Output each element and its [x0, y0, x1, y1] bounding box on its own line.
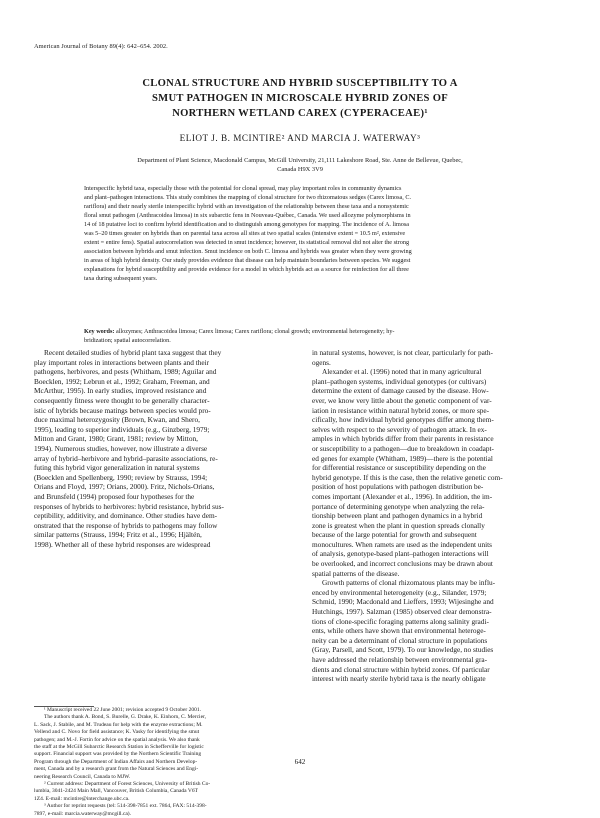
abstract: [84, 184, 518, 283]
body-line: hybrid genotype. If this is the case, then the relative genetic com-: [312, 472, 503, 482]
body-line: (Boecklen and Spellenberg, 1990; review by Strauss, 1994;: [34, 472, 208, 482]
body-line: plant–pathogen systems, individual genotypes (or cultivars): [312, 376, 487, 386]
body-line: be overlooked, and incorrect conclusions may be drawn about: [312, 559, 493, 569]
page-number: 642: [294, 758, 306, 766]
keywords-label: Key words:: [84, 328, 115, 335]
body-line: array of hybrid–herbivore and hybrid–parasite associations, re-: [34, 453, 218, 463]
body-line: (Gray, Parsell, and Scott, 1979). To our knowledge, no studies: [312, 645, 494, 655]
body-line: 1995), leading to superior individuals (e.g., Ginzberg, 1979;: [34, 424, 210, 434]
footnote-line: ³ Author for reprint requests (tel: 514-398-7851 ext. 7864, FAX: 514-398-: [44, 803, 207, 810]
abstract-line: 14 of 18 putative loci to confirm hybrid identification and to distinguish among genotypes for mapping. The incidence of A. limosa: [84, 221, 410, 228]
body-line: or susceptibility to a pathogen—due to breakdown in coadapt-: [312, 443, 494, 453]
body-line: in natural systems, however, is not clear, particularly for path-: [312, 348, 493, 357]
footnote-line: the staff at the McGill Subarctic Research Station in Schefferville for logistic: [34, 744, 204, 751]
keywords-line-1: allozymes; Anthracoidea limosa; Carex limosa; Carex rariflora; clonal growth; environmental heterogeneity; hy-: [115, 328, 395, 335]
body-line: tions of clone-specific foraging patterns along salinity gradi-: [312, 616, 489, 626]
body-line: amples in which hybrids differ from their parents in resistance: [312, 434, 494, 444]
body-line: ents, while others have shown that environmental heteroge-: [312, 626, 486, 636]
footnote-line: pathogen; and M.-J. Fortin for advice on the spatial analysis. We also thank: [34, 736, 200, 743]
body-line: neity can be a determinant of clonal structure in populations: [312, 635, 488, 645]
abstract-line: extent = entire fens). Spatial autocorrelation was detected in smut incidence; however, its statistical removal did not alter the strong: [84, 239, 410, 246]
body-line: Hutchings, 1997). Salzman (1985) observed clear demonstra-: [312, 607, 492, 617]
footnote-line: ment, Canada and by a research grant from the Natural Sciences and Engi-: [34, 766, 199, 773]
body-line: and Brunsfeld (1994) proposed four hypotheses for the: [34, 491, 195, 501]
body-line: iation in resistance within natural hybrid zones, or more spe-: [312, 405, 490, 415]
body-line: Mitton and Grant, 1980; Grant, 1981; review by Mitton,: [34, 434, 198, 444]
abstract-line: taxa during subsequent years.: [84, 275, 158, 282]
abstract-line: in areas of high hybrid density. Our study provides evidence that disease can help maintain boundaries between species. We suggest: [84, 257, 411, 264]
footnote-line: The authors thank A. Bond, S. Burelle, G. Drake, K. Einhorn, C. Mercier,: [44, 714, 206, 721]
body-line: Growth patterns of clonal rhizomatous plants may be influ-: [322, 578, 496, 588]
body-line: dients and clonal structure within hybrid zones. Of particular: [312, 664, 490, 674]
abstract-line: association between hybrids and smut infection. Smut incidence on both C. limosa and hybrids was greater when they were growing: [84, 248, 412, 255]
body-line: Schmid, 1990; Macdonald and Lieffers, 1993; Wijesinghe and: [312, 597, 494, 607]
body-line: 1994). Numerous studies, however, now illustrate a diverse: [34, 443, 208, 453]
footnote-line: support. Financial support was provided by the Northern Scientific Training: [34, 751, 202, 758]
affiliation-line-2: Canada H9X 3V9: [277, 166, 323, 174]
body-line: Orians and Floyd, 1997; Orians, 2000). Fritz, Nichols-Orians,: [34, 482, 215, 492]
body-line: for differential resistance or susceptibility depending on the: [312, 463, 486, 473]
body-line: portance of determining genotype when analyzing the rela-: [312, 501, 485, 511]
body-line: monocultures. When ramets are used as the independent units: [312, 539, 493, 549]
body-line: duce maximal heterozygosity (Brown, Kwan, and Shero,: [34, 415, 200, 425]
footnote-line: L. Sack, J. Stabile, and M. Trudeau for help with the enzyme extractions; M.: [34, 721, 203, 728]
body-line: ceptibility, additivity, and dominance. Other studies have dem-: [34, 511, 218, 521]
body-line: tionship between plant and pathogen dynamics in a hybrid: [312, 511, 483, 521]
affiliation-line-1: Department of Plant Science, Macdonald Campus, McGill University, 21,111 Lakeshore Road, Ste. Anne de Bellevue, Quebec,: [137, 157, 463, 164]
body-line: 1998). Whether all of these hybrid responses are widespread: [34, 539, 211, 549]
abstract-line: explanations for hybrid susceptibility and provide evidence for a model in which hybrids act as a source for reinfection for all three: [84, 266, 409, 273]
body-line: McArthur, 1995). In early studies, improved resistance and: [34, 386, 207, 396]
body-line: enced by environmental heterogeneity (e.g., Silander, 1979;: [312, 587, 487, 597]
body-line: spatial patterns of the disease.: [312, 568, 400, 578]
body-line: futing this hybrid vigor generalization in natural systems: [34, 463, 200, 473]
footnote-line: 1Z4. E-mail: mcintire@interchange.ubc.ca.: [34, 795, 130, 802]
body-line: interest with nearly sterile hybrid taxa is the nearly obligate: [312, 674, 486, 684]
footnote-line: ¹ Manuscript received 22 June 2001; revision accepted 9 October 2001.: [44, 707, 201, 713]
body-line: selves with respect to the severity of pathogen attack. In ex-: [312, 424, 487, 434]
body-line: have addressed the relationship between environmental gra-: [312, 655, 488, 664]
abstract-line: rariflora) and their nearly sterile interspecific hybrid with an investigation of the relationship between these taxa and a nonsystemic: [84, 203, 409, 210]
body-line: comes important (Alexander et al., 1996). In addition, the im-: [312, 491, 493, 501]
body-line: onstrated that the response of hybrids to pathogens may follow: [34, 520, 218, 530]
title-line-1: CLONAL STRUCTURE AND HYBRID SUSCEPTIBILITY TO A: [142, 78, 458, 89]
body-column-left: [34, 348, 284, 549]
body-line: responses of hybrids to herbivores: hybrid resistance, hybrid sus-: [34, 501, 224, 511]
body-column-right: [312, 348, 562, 684]
body-line: Recent detailed studies of hybrid plant taxa suggest that they: [44, 348, 222, 357]
title-line-2: SMUT PATHOGEN IN MICROSCALE HYBRID ZONES OF: [151, 93, 449, 104]
footnote-line: 7897, e-mail: marcia.waterway@mcgill.ca).: [34, 810, 131, 817]
body-line: similar patterns (Strauss, 1994; Fritz et al., 1996; Hjältén,: [34, 530, 202, 540]
body-line: pathogens, herbivores, and pests (Whitham, 1989; Aguilar and: [34, 367, 217, 377]
body-line: Boecklen, 1992; Lebrun et al., 1992; Graham, Freeman, and: [34, 376, 210, 386]
abstract-line: floral smut pathogen (Anthracoidea limosa) in six subarctic fens in Nouveau-Québec, Canada. We used allozyme polymorphisms in: [84, 212, 411, 219]
body-line: play important roles in interactions between plants and their: [34, 357, 210, 367]
abstract-line: was 5–20 times greater on hybrids than on parental taxa across all sites at two spatial scales (intensive extent = 10.5 m², extensive: [84, 230, 406, 237]
body-line: Alexander et al. (1996) noted that in many agricultural: [322, 367, 482, 377]
footnote-line: Program through the Department of Indian Affairs and Northern Develop-: [34, 758, 198, 765]
body-line: zone is greatest when the plant in question spreads clonally: [312, 520, 485, 530]
article-title: [60, 76, 540, 121]
author-list: ELIOT J. B. MCINTIRE² AND MARCIA J. WATERWAY³: [179, 133, 421, 143]
journal-citation: American Journal of Botany 89(4): 642–654. 2002.: [34, 43, 168, 50]
keywords-line-2: bridization; spatial autocorrelation.: [84, 337, 171, 344]
keywords: [84, 327, 518, 345]
footnote-line: Vellend and C. Novo for field assistance; K. Vasky for identifying the smut: [34, 729, 200, 736]
body-line: ogens.: [312, 357, 331, 367]
body-line: of analysis, genotype-based plant–pathogen interactions will: [312, 549, 489, 559]
body-line: istic of hybrids because matings between species would pro-: [34, 405, 211, 415]
body-line: consequently fitness were thought to be generally character-: [34, 395, 210, 405]
body-line: position of host populations with pathogen distribution be-: [312, 482, 484, 492]
abstract-line: Interspecific hybrid taxa, especially those with the potential for clonal spread, may play important roles in community dynamics: [84, 185, 402, 192]
footnote-line: ² Current address: Department of Forest Sciences, University of British Co-: [44, 781, 211, 788]
title-line-3: NORTHERN WETLAND CAREX (CYPERACEAE)¹: [172, 108, 428, 119]
body-line: determine the extent of damage caused by the disease. How-: [312, 386, 489, 396]
abstract-line: and plant–pathogen interactions. This study combines the mapping of clonal structure for two rhizomatous sedges (Carex limosa, C.: [84, 194, 412, 201]
body-line: cifically, how individual hybrid genotypes differ among them-: [312, 415, 494, 425]
body-line: ever, we know very little about the genetic component of var-: [312, 395, 492, 405]
footnote-line: neering Research Council, Canada to MJW.: [34, 773, 131, 780]
footnote-line: lumbia, 3041-2424 Main Mall, Vancouver, British Columbia, Canada V6T: [34, 788, 198, 795]
affiliation: [90, 156, 510, 174]
body-line: ed genes for example (Whitham, 1989)—there is the potential: [312, 453, 493, 463]
body-line: because of the large potential for growth and subsequent: [312, 530, 477, 540]
